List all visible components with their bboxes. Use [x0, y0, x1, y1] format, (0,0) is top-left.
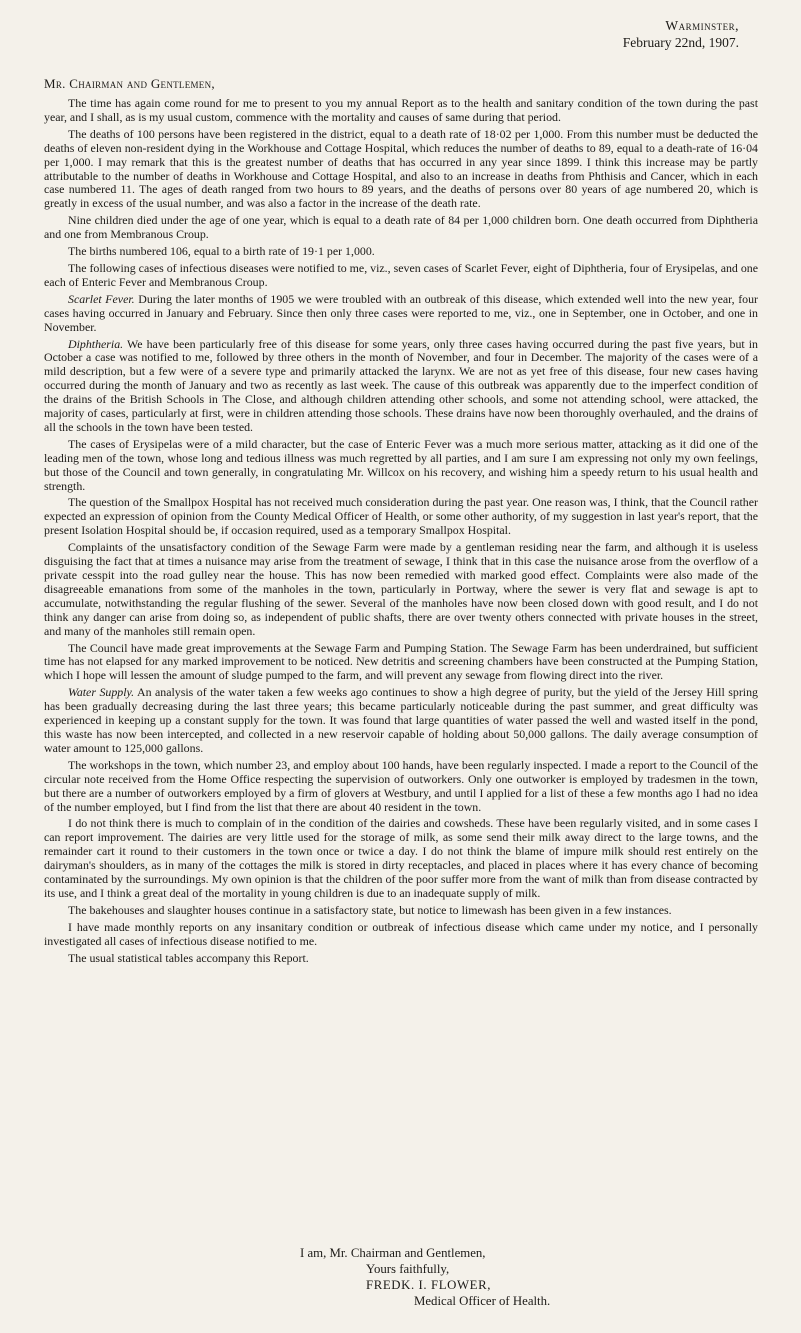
paragraph-text: The births numbered 106, equal to a birth rate of 19·1 per 1,000. — [68, 244, 375, 259]
paragraph-text: The Council have made great improvements at the Sewage Farm and Pumping Station. The Sewage Farm has been underdrained, but sufficient time has not elapsed for any marked improvement to be noticed. New detritis and screening chambers have been constructed at the Pumping Station, which I hope will lessen the amount of sludge pumped to the farm, and will prevent any sewage from flowing direct into the river. — [44, 640, 758, 683]
closing-valediction: Yours faithfully, — [366, 1262, 450, 1276]
body-paragraph — [44, 759, 758, 815]
paragraph-text: During the later months of 1905 we were troubled with an outbreak of this disease, which extended well into the new year, four cases having occurred in January and February. Since then only three cases were reported to me, viz., one in September, one in October, and one in November. — [44, 291, 759, 334]
signatory-name: FREDK. I. FLOWER, — [366, 1278, 492, 1292]
paragraph-heading: Water Supply. — [68, 685, 135, 700]
paragraph-text: We have been particularly free of this disease for some years, only three cases having occurred during the past five years, but in October a case was notified to me, followed by three others in the month of November, and four in December. The majority of the cases were of a mild description, but a few were of a severe type and primarily attacked the larynx. We are not as yet free of this disease, four new cases having occurred during the month of January and two as recently as last week. The cause of this outbreak was apparently due to the imperfect condition of the drains of the British Schools in The Close, and although children attending other schools, and some not attending school, were attacked, the majority of cases, particularly at first, were in children attending those schools. These drains have now been thoroughly overhauled, and the drains of all the schools in the town have been tested. — [44, 336, 758, 434]
letter-body — [44, 97, 758, 968]
body-paragraph — [44, 245, 758, 259]
signatory-title: Medical Officer of Health. — [414, 1294, 551, 1308]
paragraph-text: The usual statistical tables accompany this Report. — [68, 950, 309, 965]
paragraph-text: I do not think there is much to complain of in the condition of the dairies and cowsheds. These have been regularly visited, and in some cases I can report improvement. The dairies are very little used for the storage of milk, as some send their milk away direct to the large towns, and the remainder cart it round to their customers in the town once or twice a day. I do not think the blame of impure milk should rest entirely on the dairyman's shoulders, as in many of the cottages the milk is stored in dirty receptacles, and placed in places where it has every chance of becoming contaminated by the surroundings. My own opinion is that the children of the poor suffer more from the want of milk than from disease contracted by its use, and I think a great deal of the mortality in young children is due to an inadequate supply of milk. — [44, 816, 758, 900]
body-paragraph — [44, 686, 758, 756]
paragraph-text: The workshops in the town, which number 23, and employ about 100 hands, have been regularly inspected. I made a report to the Council of the circular note received from the Home Office respecting the supervision of outworkers. Only one outworker is employed by tradesmen in the town, but there are a number of outworkers employed by a firm of glovers at Westbury, and until I applied for a list of these a few months ago I had no idea of the number employed, but I find from the list that there are about 40 resident in the town. — [44, 757, 758, 814]
letter-date: February 22nd, 1907. — [622, 35, 739, 50]
closing-line: I am, Mr. Chairman and Gentlemen, — [300, 1246, 486, 1260]
paragraph-text: The bakehouses and slaughter houses continue in a satisfactory state, but notice to limewash has been given in a few instances. — [68, 902, 672, 917]
paragraph-text: The following cases of infectious diseases were notified to me, viz., seven cases of Scarlet Fever, eight of Diphtheria, four of Erysipelas, and one each of Enteric Fever and Membranous Croup. — [44, 260, 758, 289]
body-paragraph — [44, 541, 758, 638]
paragraph-text: An analysis of the water taken a few weeks ago continues to show a high degree of purity, but the yield of the Jersey Hill spring has been gradually decreasing during the last three years; this became particularly noticeable during the past summer, and great difficulty was experienced in keeping up a constant supply for the town. It was found that large quantities of water passed the well and wasted itself in the pond, this waste has now been intercepted, and collected in a new reservoir capable of holding about 50,000 gallons. The daily average consumption of water amount to 125,000 gallons. — [44, 685, 758, 755]
body-paragraph — [44, 338, 758, 435]
body-paragraph — [44, 262, 758, 290]
body-paragraph — [44, 921, 758, 949]
letter-place: Warminster, — [665, 18, 739, 33]
paragraph-heading: Diphtheria. — [68, 336, 124, 351]
body-paragraph — [44, 214, 758, 242]
paragraph-text: The time has again come round for me to present to you my annual Report as to the health and sanitary condition of the town during the past year, and I shall, as is my usual custom, commence with the mortality and causes of same during that period. — [44, 96, 758, 124]
body-paragraph — [44, 496, 758, 538]
body-paragraph — [44, 642, 758, 684]
body-paragraph — [44, 952, 758, 966]
paragraph-text: Nine children died under the age of one year, which is equal to a death rate of 84 per 1,000 children born. One death occurred from Diphtheria and one from Membranous Croup. — [44, 213, 758, 242]
paragraph-text: The question of the Smallpox Hospital has not received much consideration during the past year. One reason was, I think, that the Council rather expected an expression of opinion from the County Medical Officer of Health, or some other authority, of my suggestion in last year's report, that the present Isolation Hospital should be, if occasion required, used as a temporary Smallpox Hospital. — [44, 495, 758, 538]
body-paragraph — [44, 293, 758, 335]
paragraph-text: The cases of Erysipelas were of a mild character, but the case of Enteric Fever was a much more serious matter, attacking as it did one of the leading men of the town, whose long and tedious illness was much regretted by all parties, and I am sure I am expressing not only my own feelings, but those of the Council and town generally, in congratulating Mr. Willcox on his recovery, and wishing him a speedy return to his usual health and strength. — [44, 436, 758, 493]
paragraph-text: The deaths of 100 persons have been registered in the district, equal to a death rate of 18·02 per 1,000. From this number must be deducted the deaths of eleven non-resident dying in the Workhouse and Cottage Hospital, which reduces the number of deaths to 89, equal to a death-rate of 16·04 per 1,000. I may remark that this is the greatest number of deaths that has occurred in any year since 1899. I think this increase may be partly attributable to the number of deaths in Workhouse and Cottage Hospital, and also to an increase in deaths from Phthisis and Cancer, which in each case numbered 11. The ages of death ranged from two hours to 89 years, and the deaths of persons over 80 years of age numbered 20, which is greatly in excess of the usual number, and was also a factor in the increase of the death rate. — [44, 126, 758, 211]
paragraph-heading: Scarlet Fever. — [68, 291, 135, 306]
body-paragraph — [44, 438, 758, 494]
paragraph-text: Complaints of the unsatisfactory condition of the Sewage Farm were made by a gentleman residing near the farm, and although it is useless disguising the fact that at times a nuisance may arise from the treatment of sewage, I think that in this case the nuisance arose from the overflow of a private cesspit into the road gulley near the house. This has now been remedied with marked good effect. Complaints were also made of the disagreeable emanations from some of the manholes in the town, particularly in Portway, where the sewer is very flat and sewage is apt to accumulate, notwithstanding the regular flushing of the sewer. Several of the manholes have now been closed down with good result, and I do not think any danger can arise from doing so, as independent of public shafts, there are over twenty others connected with private houses in the street, and many of the manholes still remain open. — [44, 540, 758, 638]
body-paragraph — [44, 817, 758, 900]
salutation: Mr. Chairman and Gentlemen, — [44, 76, 215, 91]
paragraph-text: I have made monthly reports on any insanitary condition or outbreak of infectious disease which came under my notice, and I personally investigated all cases of infectious disease notified to me. — [44, 919, 758, 948]
body-paragraph — [44, 904, 758, 918]
body-paragraph — [44, 128, 758, 211]
body-paragraph — [44, 97, 758, 125]
